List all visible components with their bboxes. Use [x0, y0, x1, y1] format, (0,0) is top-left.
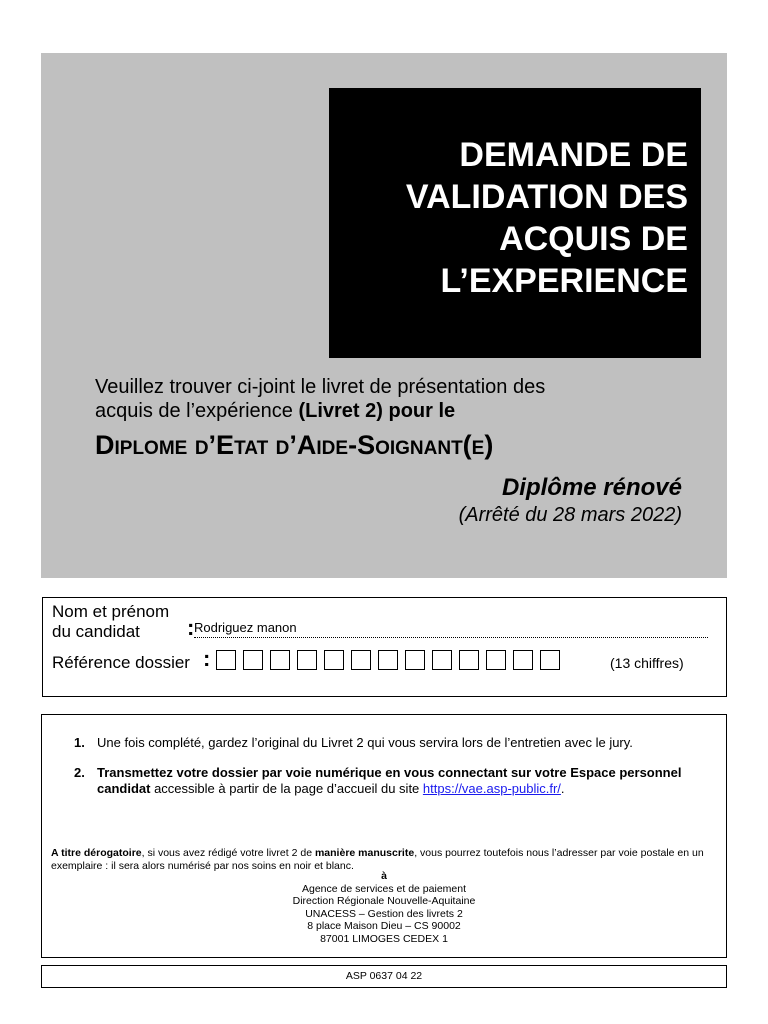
reference-digit-boxes: [216, 650, 560, 670]
instruction-item-2-end: .: [560, 781, 565, 796]
reference-digit-box[interactable]: [486, 650, 506, 670]
name-colon: :: [187, 615, 195, 640]
address-line: UNACESS – Gestion des livrets 2: [305, 907, 463, 920]
intro-line-2-bold: (Livret 2) pour le: [298, 400, 456, 422]
reference-colon: :: [203, 646, 211, 671]
item-number: 2.: [74, 765, 85, 780]
derog-text-1: , si vous avez rédigé votre livret 2 de: [141, 847, 315, 859]
derog-bold-1: A titre dérogatoire: [51, 847, 142, 859]
candidate-name-field[interactable]: Rodriguez manon: [194, 620, 708, 638]
title-line: L’EXPERIENCE: [440, 262, 688, 300]
arrete-date: (Arrêté du 28 mars 2022): [458, 504, 682, 526]
asp-website-link[interactable]: https://vae.asp-public.fr/: [422, 781, 561, 796]
reference-digit-box[interactable]: [513, 650, 533, 670]
instruction-item-2-bold: Transmettez votre dossier par voie numérique en vous connectant sur votre Espace personnel candidat: [97, 765, 682, 796]
intro-line-2: [95, 399, 695, 423]
reference-digit-box[interactable]: [540, 650, 560, 670]
diploma-renove: Diplôme rénové: [501, 474, 682, 501]
reference-digit-box[interactable]: [459, 650, 479, 670]
address-line: Direction Régionale Nouvelle-Aquitaine: [292, 895, 476, 907]
reference-digit-box[interactable]: [351, 650, 371, 670]
reference-digit-box[interactable]: [432, 650, 452, 670]
title-line: ACQUIS DE: [499, 220, 688, 258]
instruction-item-1: Une fois complété, gardez l’original du Livret 2 qui vous servira lors de l’entretien avec le jury.: [97, 735, 633, 750]
reference-hint: (13 chiffres): [610, 655, 684, 671]
derog-text-2: , vous pourrez toutefois nous l’adresser par voie postale en un exemplaire : il sera alors numérisé par nos soins en noir et blanc.: [51, 847, 704, 872]
address-line: 8 place Maison Dieu – CS 90002: [307, 920, 461, 932]
intro-text: [95, 375, 695, 423]
item-number: 1.: [74, 735, 85, 750]
title-line: DEMANDE DE: [459, 136, 688, 174]
title-line: VALIDATION DES: [405, 178, 688, 216]
reference-digit-box[interactable]: [378, 650, 398, 670]
reference-digit-box[interactable]: [297, 650, 317, 670]
derogation-text: [51, 847, 721, 872]
reference-label: Référence dossier: [52, 653, 190, 672]
title-block: [329, 88, 701, 358]
address-line: 87001 LIMOGES CEDEX 1: [320, 932, 448, 945]
reference-digit-box[interactable]: [216, 650, 236, 670]
name-label: Nom et prénom du candidat: [52, 602, 170, 641]
reference-digit-box[interactable]: [243, 650, 263, 670]
instruction-item-2: [97, 765, 707, 797]
derog-bold-2: manière manuscrite: [314, 847, 415, 859]
diploma-name: Diplome d’Etat d’Aide-Soignant(e): [95, 430, 494, 460]
reference-digit-box[interactable]: [405, 650, 425, 670]
reference-digit-box[interactable]: [324, 650, 344, 670]
reference-digit-box[interactable]: [270, 650, 290, 670]
address-prefix: à: [381, 870, 387, 882]
instruction-item-2-text: accessible à partir de la page d’accueil du site: [150, 781, 423, 796]
postal-address: [41, 870, 727, 945]
intro-line-2-text: acquis de l’expérience: [95, 400, 299, 422]
intro-line-1: Veuillez trouver ci-joint le livret de présentation des: [95, 376, 546, 398]
form-code: ASP 0637 04 22: [41, 965, 727, 988]
address-line: Agence de services et de paiement: [301, 882, 467, 895]
